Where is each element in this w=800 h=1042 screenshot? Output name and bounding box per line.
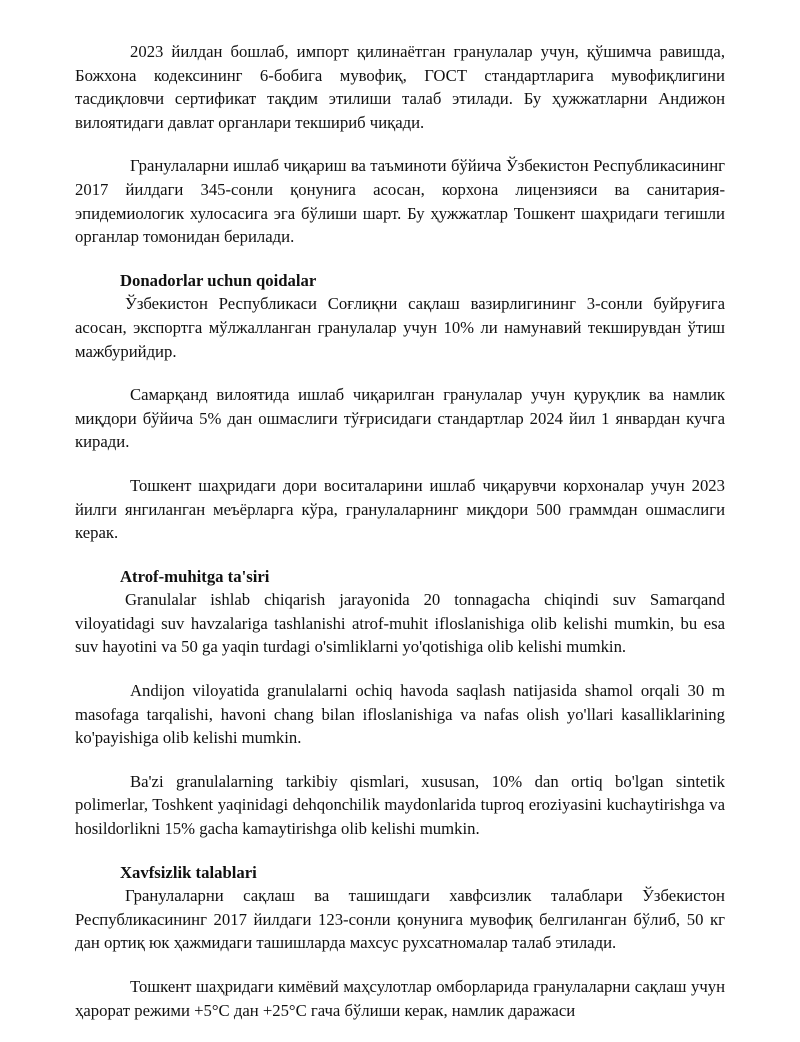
section-heading: Atrof-muhitga ta'siri [120,566,270,586]
document-page [75,40,725,1042]
paragraph: Granulalar ishlab chiqarish jarayonida 20 tonnagacha chiqindi suv Samarqand viloyatidagi suv havzalariga tashlanishi atrof-muhit ifloslanishiga olib kelishi mumkin, bu esa suv hayotini va 50 ga yaqin turdagi o'simliklarni yo'qotishiga olib kelishi mumkin. [75,590,725,657]
paragraph: Гранулаларни ишлаб чиқариш ва таъминоти бўйича Ўзбекистон Республикасининг 2017 йилдаги 345-сонли қонунига асосан, корхона лицензияси ва санитария-эпидемиологик хулосасига эга бўлиши шарт. Бу ҳужжатлар Тошкент шаҳридаги тегишли органлар томонидан берилади. [75,156,725,247]
paragraph: Тошкент шаҳридаги кимёвий маҳсулотлар омборларида гранулаларни сақлаш учун ҳарорат режими +5°C дан +25°C гача бўлиши керак, намлик даражаси [75,977,725,1020]
paragraph: 2023 йилдан бошлаб, импорт қилинаётган гранулалар учун, қўшимча равишда, Божхона кодексининг 6-бобига мувофиқ, ГОСТ стандартларига мувофиқлигини тасдиқловчи сертификат тақдим этилиши талаб этилади. Бу ҳужжатларни Андижон вилоятидаги давлат органлари текшириб чиқади. [75,42,725,132]
section-donadorlar [75,269,725,545]
paragraph: Ba'zi granulalarning tarkibiy qismlari, xususan, 10% dan ortiq bo'lgan sintetik polimerlar, Toshkent yaqinidagi dehqonchilik maydonlarida tuproq eroziyasini kuchaytirishga va hosildorlikni 15% gacha kamaytirishga olib kelishi mumkin. [75,771,725,839]
paragraph: Гранулаларни сақлаш ва ташишдаги хавфсизлик талаблари Ўзбекистон Республикасининг 2017 йилдаги 123-сонли қонунига мувофиқ белгиланган бўлиб, 50 кг дан ортиқ юк ҳажмидаги ташишларда махсус рухсатномалар талаб этилади. [75,886,725,953]
section-intro [75,40,725,249]
section-heading: Donadorlar uchun qoidalar [120,270,317,290]
section-heading: Xavfsizlik talablari [120,862,257,882]
paragraph: Andijon viloyatida granulalarni ochiq havoda saqlash natijasida shamol orqali 30 m masofaga tarqalishi, havoni chang bilan ifloslanishiga va nafas olish yo'llari kasalliklarining ko'payishiga olib kelishi mumkin. [75,681,725,748]
section-xavfsizlik [75,861,725,1023]
section-atrof-muhit [75,565,725,841]
paragraph: Самарқанд вилоятида ишлаб чиқарилган гранулалар учун қуруқлик ва намлик миқдори бўйича 5% дан ошмаслиги тўғрисидаги стандартлар 2024 йил 1 январдан кучга киради. [75,385,725,452]
paragraph: Тошкент шаҳридаги дори воситаларини ишлаб чиқарувчи корхоналар учун 2023 йилги янгиланган меъёрларга кўра, гранулаларнинг миқдори 500 граммдан ошмаслиги керак. [75,475,725,543]
paragraph: Ўзбекистон Республикаси Соғлиқни сақлаш вазирлигининг 3-сонли буйруғига асосан, экспортга мўлжалланган гранулалар учун 10% ли намунавий текширувдан ўтиш мажбурийдир. [75,294,725,361]
